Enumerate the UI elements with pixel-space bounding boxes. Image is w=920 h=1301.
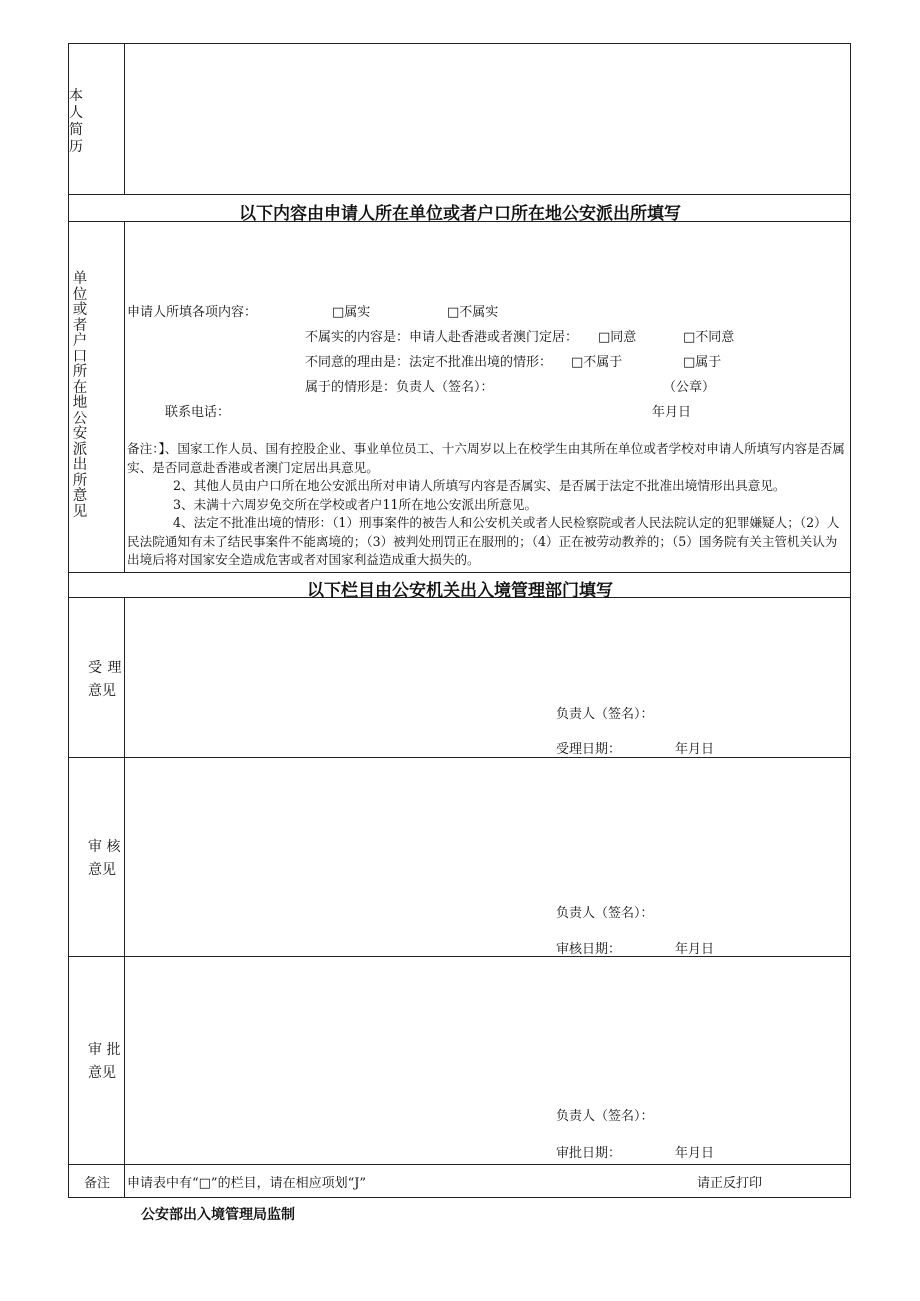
approve-date-label: 审批日期： xyxy=(556,1146,622,1161)
footer-issuer: 公安部出入境管理局监制 xyxy=(141,1207,295,1223)
remark-text: 申请表中有“□”的栏目，请在相应项划“J” xyxy=(127,1176,367,1191)
phone-label: 联系电话： xyxy=(165,405,231,420)
approve-signer: 负责人（签名）： xyxy=(556,1109,654,1124)
note-1: 备注：】、国家工作人员、国有控股企业、事业单位员工、十六周岁以上在校学生由其所在单位或者学校对申请人所填写内容是否属实、是否同意赴香港或者澳门定居出具意见。 xyxy=(127,441,845,475)
police-notes xyxy=(127,440,849,570)
review-date-label: 审核日期： xyxy=(556,942,622,957)
fill-items-label: 申请人所填各项内容： xyxy=(127,305,258,320)
police-side-label: 单位或者户口所在地公安派出所意见 xyxy=(72,271,88,520)
note-4: 4、法定不批准出境的情形：（1）刑事案件的被告人和公安机关或者人民检察院或者人民法院认定的犯罪嫌疑人；（2）人民法院通知有未了结民事案件不能离境的；（3）被判处刑罚正在服刑的；（4）正在被劳动教养的；（5）国务院有关主管机关认为出境后将对国家安全造成危害或者对国家利益造成重大损失的。 xyxy=(127,515,840,567)
disagree-reason-label: 不同意的理由是：法定不批准出境的情形： xyxy=(305,355,553,370)
accept-date-label: 受理日期： xyxy=(556,742,622,757)
agree-option[interactable]: □同意 xyxy=(598,330,637,345)
accept-signer: 负责人（签名）： xyxy=(556,707,654,722)
review-label-2: 意见 xyxy=(88,862,116,878)
immigration-section-header: 以下栏目由公安机关出入境管理部门填写 xyxy=(307,581,613,601)
review-date-value: 年月日 xyxy=(675,942,715,957)
note-3: 3、未满十六周岁免交所在学校或者户11所在地公安派出所意见。 xyxy=(173,496,538,512)
note-2: 2、其他人员由户口所在地公安派出所对申请人所填写内容是否属实、是否属于法定不批准出境情形出具意见。 xyxy=(173,478,786,493)
border-bottom xyxy=(68,1197,851,1198)
police-section-header: 以下内容由申请人所在单位或者户口所在地公安派出所填写 xyxy=(239,204,681,224)
row-line xyxy=(68,956,851,957)
resume-field[interactable] xyxy=(125,44,850,194)
disagree-option[interactable]: □不同意 xyxy=(683,330,735,345)
accept-label-1: 受 理 xyxy=(88,660,122,676)
row-line xyxy=(68,1164,851,1165)
true-option[interactable]: □属实 xyxy=(332,305,371,320)
print-note: 请正反打印 xyxy=(697,1176,763,1191)
approve-label-2: 意见 xyxy=(88,1065,116,1081)
police-date-label: 年月日 xyxy=(652,405,692,420)
not-belong-option[interactable]: □不属于 xyxy=(571,355,623,370)
belong-case-label: 属于的情形是：负责人（签名）： xyxy=(305,380,494,395)
col-line xyxy=(124,597,125,1198)
seal-label: （公章） xyxy=(663,380,716,395)
accept-label-2: 意见 xyxy=(88,683,116,699)
col-line xyxy=(124,221,125,573)
row-line xyxy=(68,572,851,573)
belong-option[interactable]: □属于 xyxy=(683,355,722,370)
row-line xyxy=(68,757,851,758)
approve-label-1: 审 批 xyxy=(88,1042,121,1058)
accept-date-value: 年月日 xyxy=(675,742,715,757)
remark-label: 备注 xyxy=(84,1176,111,1191)
review-label-1: 审 核 xyxy=(88,839,121,855)
false-option[interactable]: □不属实 xyxy=(447,305,499,320)
untrue-content-label: 不属实的内容是：申请人赴香港或者澳门定居： xyxy=(305,330,579,345)
resume-label: 本人简历 xyxy=(69,88,83,155)
row-line xyxy=(68,194,851,195)
review-signer: 负责人（签名）： xyxy=(556,906,654,921)
approve-date-value: 年月日 xyxy=(675,1146,715,1161)
